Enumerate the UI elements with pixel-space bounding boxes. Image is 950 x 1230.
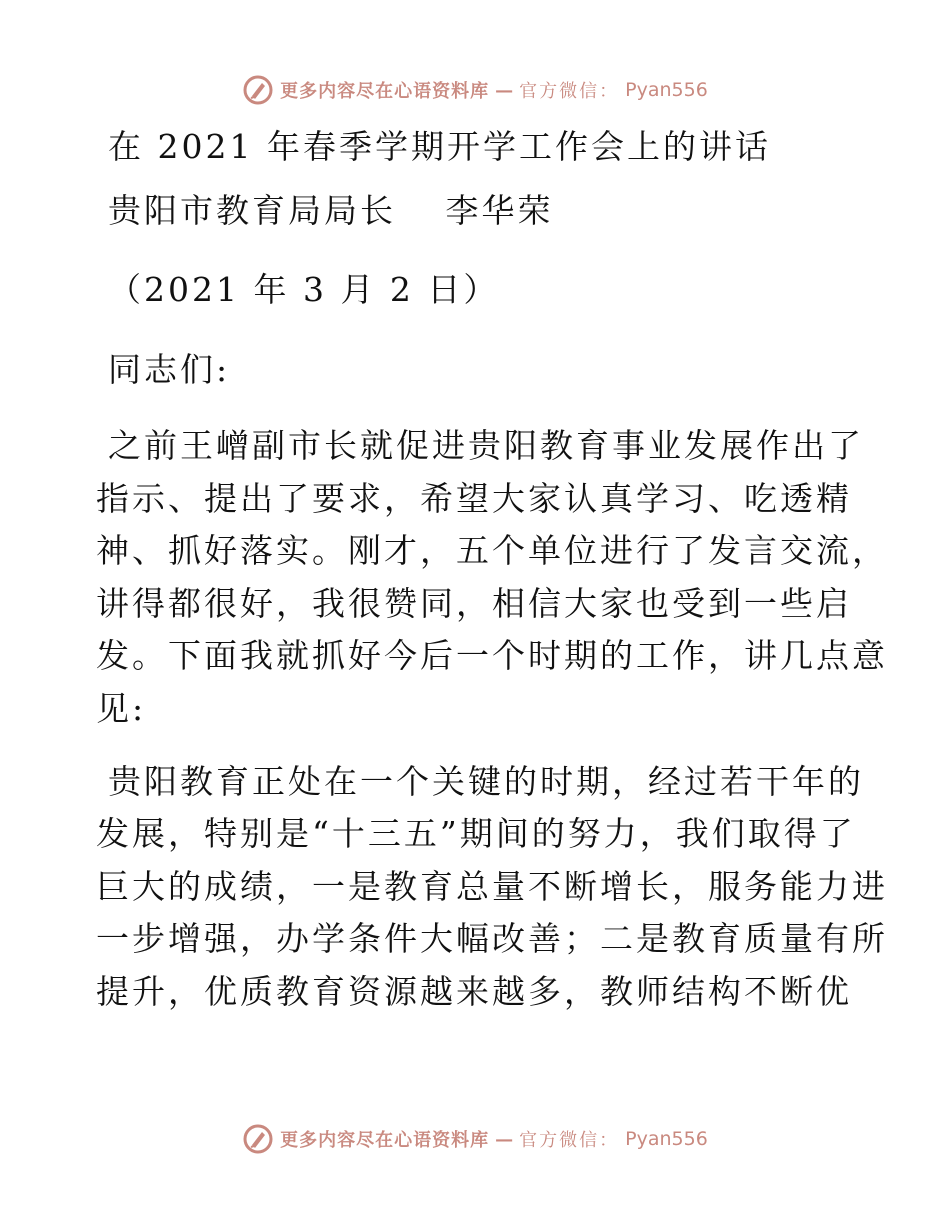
paragraph-line: 巨大的成绩，一是教育总量不断增长，服务能力进	[96, 866, 888, 906]
watermark-wechat-id: Pyan556	[625, 79, 708, 101]
paragraph-line: 讲得都很好，我很赞同，相信大家也受到一些启	[96, 583, 852, 623]
paragraph-line: 发。下面我就抓好今后一个时期的工作，讲几点意	[96, 636, 888, 676]
paragraph-line: 一步增强，办学条件大幅改善；二是教育质量有所	[96, 919, 888, 959]
document-body	[96, 118, 888, 1019]
watermark-sub-text: 官方微信：	[519, 1130, 620, 1151]
document-author: 贵阳市教育局局长 李华荣	[108, 191, 554, 230]
header-watermark	[0, 68, 950, 112]
watermark-main-text: 更多内容尽在心语资料库	[280, 81, 490, 102]
paragraph-line: 贵阳教育正处在一个关键的时期，经过若干年的	[108, 761, 864, 801]
document-greeting: 同志们:	[108, 350, 231, 389]
paragraph-line: 之前王嶒副市长就促进贵阳教育事业发展作出了	[108, 426, 864, 465]
paragraph-line: 提升，优质教育资源越来越多，教师结构不断优	[96, 971, 852, 1011]
document-date: （2021 年 3 月 2 日）	[108, 270, 500, 309]
paragraph-1	[96, 420, 888, 736]
paragraph-line: 指示、提出了要求，希望大家认真学习、吃透精	[96, 478, 852, 518]
watermark-sub-text: 官方微信：	[519, 81, 620, 102]
document-title: 在 2021 年春季学期开学工作会上的讲话	[108, 127, 771, 166]
pen-logo-icon	[242, 74, 274, 106]
paragraph-line: 发展，特别是“十三五”期间的努力，我们取得了	[96, 814, 856, 854]
paragraph-2	[96, 756, 888, 1019]
footer-watermark	[0, 1117, 950, 1161]
pen-logo-icon	[242, 1123, 274, 1155]
watermark-dash: —	[495, 1128, 514, 1150]
watermark-main-text: 更多内容尽在心语资料库	[280, 1130, 490, 1151]
watermark-wechat-id: Pyan556	[625, 1128, 708, 1150]
paragraph-line: 神、抓好落实。刚才，五个单位进行了发言交流，	[96, 531, 888, 571]
paragraph-line: 见:	[96, 688, 147, 728]
watermark-dash: —	[495, 79, 514, 101]
